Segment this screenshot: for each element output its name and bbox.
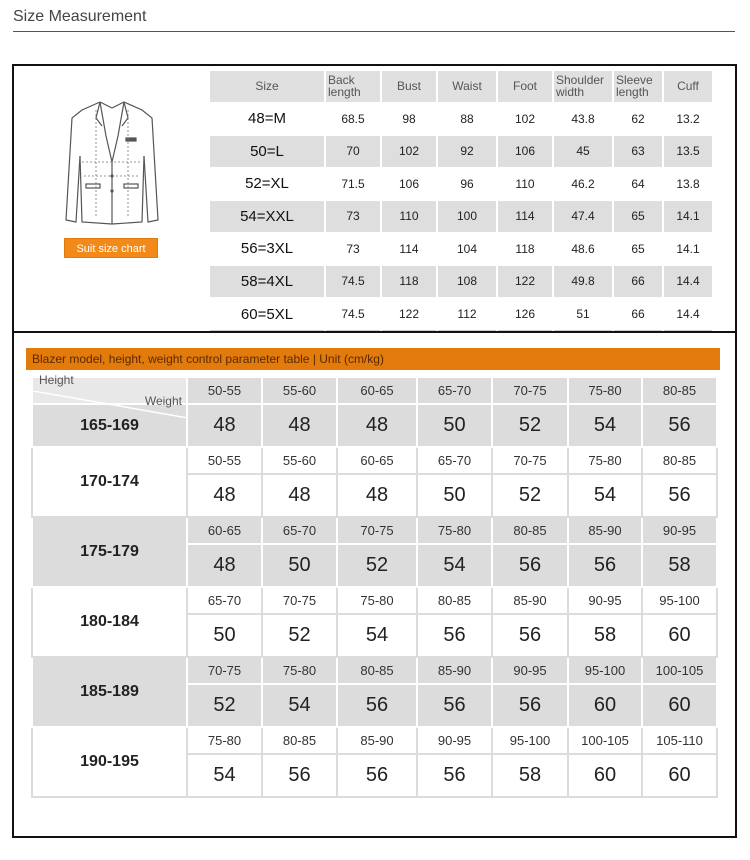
size-table-header: Foot (497, 70, 553, 103)
weight-cell: 85-90 (492, 587, 568, 614)
weight-row (32, 377, 717, 404)
measurement-cell: 92 (437, 135, 497, 168)
height-cell: 180-184 (32, 587, 187, 657)
recommended-size-cell: 56 (492, 684, 568, 727)
recommended-size-cell: 50 (417, 404, 492, 447)
weight-row (32, 657, 717, 684)
recommended-size-cell: 52 (187, 684, 262, 727)
measurement-cell: 106 (497, 135, 553, 168)
measurement-cell: 13.2 (663, 103, 713, 136)
measurement-cell: 66 (613, 298, 663, 331)
weight-cell: 85-90 (337, 727, 417, 754)
measurement-cell: 14.4 (663, 298, 713, 331)
recommended-size-cell: 48 (337, 404, 417, 447)
measurement-cell: 65 (613, 233, 663, 266)
weight-cell: 65-70 (417, 447, 492, 474)
size-cell: 52=XL (209, 168, 325, 201)
recommended-size-cell: 48 (262, 474, 337, 517)
recommended-size-cell: 60 (642, 614, 717, 657)
size-cell: 54=XXL (209, 200, 325, 233)
weight-cell: 65-70 (187, 587, 262, 614)
page-header (13, 8, 735, 32)
measurement-cell: 74.5 (325, 265, 381, 298)
weight-cell: 70-75 (262, 587, 337, 614)
measurement-cell: 43.8 (553, 103, 613, 136)
recommended-size-cell: 56 (417, 684, 492, 727)
measurement-cell: 64 (613, 168, 663, 201)
recommended-size-cell: 56 (492, 614, 568, 657)
size-table-row (209, 298, 713, 331)
recommended-size-cell: 54 (262, 684, 337, 727)
recommended-size-cell: 58 (642, 544, 717, 587)
size-table (208, 69, 714, 331)
weight-cell: 75-80 (262, 657, 337, 684)
recommended-size-cell: 60 (568, 684, 642, 727)
measurement-cell: 14.1 (663, 200, 713, 233)
recommended-size-cell: 52 (337, 544, 417, 587)
weight-cell: 85-90 (417, 657, 492, 684)
recommended-size-cell: 54 (568, 474, 642, 517)
weight-cell: 80-85 (642, 447, 717, 474)
measurement-cell: 71.5 (325, 168, 381, 201)
weight-cell: 80-85 (417, 587, 492, 614)
size-table-row (209, 265, 713, 298)
size-table-header: Shoulder width (553, 70, 613, 103)
recommended-size-cell: 60 (642, 684, 717, 727)
recommended-size-cell: 56 (262, 754, 337, 797)
corner-header (32, 372, 187, 408)
measurement-cell: 45 (553, 135, 613, 168)
weight-row (32, 587, 717, 614)
weight-cell: 100-105 (568, 727, 642, 754)
measurement-cell: 74.5 (325, 298, 381, 331)
weight-cell: 80-85 (642, 377, 717, 404)
recommended-size-cell: 48 (337, 474, 417, 517)
weight-cell: 70-75 (492, 447, 568, 474)
measurement-cell: 14.1 (663, 233, 713, 266)
recommended-size-cell: 50 (262, 544, 337, 587)
measurement-cell: 73 (325, 233, 381, 266)
measurement-cell: 98 (381, 103, 437, 136)
weight-cell: 105-110 (642, 727, 717, 754)
weight-cell: 90-95 (417, 727, 492, 754)
measurement-cell: 104 (437, 233, 497, 266)
recommended-size-cell: 54 (187, 754, 262, 797)
weight-cell: 65-70 (417, 377, 492, 404)
height-cell: 170-174 (32, 447, 187, 517)
recommended-size-cell: 52 (262, 614, 337, 657)
measurement-cell: 88 (437, 103, 497, 136)
weight-cell: 70-75 (337, 517, 417, 544)
measurement-cell: 122 (497, 265, 553, 298)
recommended-size-cell: 48 (187, 404, 262, 447)
measurement-cell: 14.4 (663, 265, 713, 298)
height-cell: 185-189 (32, 657, 187, 727)
recommended-size-cell: 56 (492, 544, 568, 587)
measurement-cell: 62 (613, 103, 663, 136)
recommended-size-cell: 58 (492, 754, 568, 797)
weight-cell: 75-80 (337, 587, 417, 614)
size-cell: 60=5XL (209, 298, 325, 331)
weight-cell: 50-55 (187, 377, 262, 404)
measurement-cell: 13.5 (663, 135, 713, 168)
param-table (31, 372, 718, 798)
recommended-size-cell: 48 (187, 474, 262, 517)
weight-cell: 55-60 (262, 447, 337, 474)
measurement-cell: 51 (553, 298, 613, 331)
size-cell: 48=M (209, 103, 325, 136)
corner-weight-label: Weight (144, 393, 182, 408)
weight-cell: 100-105 (642, 657, 717, 684)
weight-cell: 65-70 (262, 517, 337, 544)
weight-cell: 75-80 (568, 377, 642, 404)
page-title: Size Measurement (13, 8, 147, 25)
measurement-cell: 13.8 (663, 168, 713, 201)
size-table-row (209, 233, 713, 266)
weight-cell: 50-55 (187, 447, 262, 474)
param-section (12, 331, 737, 838)
weight-cell: 90-95 (642, 517, 717, 544)
weight-cell: 95-100 (492, 727, 568, 754)
size-table-header: Bust (381, 70, 437, 103)
jacket-illustration (62, 96, 162, 226)
measurement-cell: 102 (497, 103, 553, 136)
height-cell: 175-179 (32, 517, 187, 587)
measurement-cell: 47.4 (553, 200, 613, 233)
measurement-cell: 46.2 (553, 168, 613, 201)
measurement-cell: 108 (437, 265, 497, 298)
weight-cell: 95-100 (568, 657, 642, 684)
recommended-size-cell: 50 (187, 614, 262, 657)
recommended-size-cell: 56 (417, 614, 492, 657)
weight-cell: 85-90 (568, 517, 642, 544)
size-table-header: Waist (437, 70, 497, 103)
recommended-size-cell: 48 (262, 404, 337, 447)
measurement-cell: 110 (497, 168, 553, 201)
measurement-cell: 66 (613, 265, 663, 298)
size-cell: 58=4XL (209, 265, 325, 298)
size-table-row (209, 168, 713, 201)
weight-cell: 75-80 (568, 447, 642, 474)
measurement-cell: 114 (381, 233, 437, 266)
measurement-cell: 49.8 (553, 265, 613, 298)
recommended-size-cell: 56 (568, 544, 642, 587)
recommended-size-cell: 56 (642, 404, 717, 447)
weight-cell: 80-85 (337, 657, 417, 684)
measurement-cell: 102 (381, 135, 437, 168)
weight-cell: 75-80 (187, 727, 262, 754)
weight-cell: 70-75 (492, 377, 568, 404)
measurement-cell: 73 (325, 200, 381, 233)
measurement-cell: 68.5 (325, 103, 381, 136)
size-table-header-row (209, 70, 713, 103)
suit-size-chart-tag: Suit size chart (64, 238, 158, 258)
size-table-row (209, 135, 713, 168)
size-table-header: Back length (325, 70, 381, 103)
param-table-title: Blazer model, height, weight control parameter table | Unit (cm/kg) (26, 348, 720, 370)
weight-row (32, 727, 717, 754)
height-cell: 165-169 (32, 404, 187, 447)
corner-height-label: Height (39, 372, 74, 387)
measurement-cell: 48.6 (553, 233, 613, 266)
size-table-header: Sleeve length (613, 70, 663, 103)
recommended-size-cell: 56 (417, 754, 492, 797)
size-cell: 56=3XL (209, 233, 325, 266)
size-table-header: Cuff (663, 70, 713, 103)
size-cell: 50=L (209, 135, 325, 168)
measurement-cell: 65 (613, 200, 663, 233)
recommended-size-cell: 54 (337, 614, 417, 657)
measurement-cell: 100 (437, 200, 497, 233)
measurement-cell: 118 (497, 233, 553, 266)
weight-cell: 95-100 (642, 587, 717, 614)
recommended-size-cell: 56 (337, 684, 417, 727)
measurement-cell: 106 (381, 168, 437, 201)
recommended-size-cell: 54 (417, 544, 492, 587)
weight-cell: 75-80 (417, 517, 492, 544)
height-cell: 190-195 (32, 727, 187, 797)
weight-cell: 90-95 (568, 587, 642, 614)
measurement-cell: 63 (613, 135, 663, 168)
recommended-size-cell: 52 (492, 404, 568, 447)
size-table-header: Size (209, 70, 325, 103)
weight-cell: 55-60 (262, 377, 337, 404)
recommended-size-cell: 50 (417, 474, 492, 517)
recommended-size-cell: 56 (642, 474, 717, 517)
measurement-cell: 96 (437, 168, 497, 201)
measurement-cell: 70 (325, 135, 381, 168)
recommended-size-cell: 52 (492, 474, 568, 517)
measurement-cell: 112 (437, 298, 497, 331)
recommended-size-cell: 58 (568, 614, 642, 657)
weight-cell: 60-65 (337, 377, 417, 404)
recommended-size-cell: 48 (187, 544, 262, 587)
size-table-row (209, 103, 713, 136)
measurement-cell: 118 (381, 265, 437, 298)
weight-row (32, 447, 717, 474)
recommended-size-cell: 54 (568, 404, 642, 447)
measurement-cell: 114 (497, 200, 553, 233)
weight-cell: 90-95 (492, 657, 568, 684)
weight-row (32, 517, 717, 544)
suit-size-section (12, 64, 737, 331)
weight-cell: 60-65 (187, 517, 262, 544)
measurement-cell: 122 (381, 298, 437, 331)
recommended-size-cell: 60 (568, 754, 642, 797)
measurement-cell: 126 (497, 298, 553, 331)
weight-cell: 70-75 (187, 657, 262, 684)
recommended-size-cell: 60 (642, 754, 717, 797)
weight-cell: 80-85 (492, 517, 568, 544)
size-table-row (209, 200, 713, 233)
recommended-size-cell: 56 (337, 754, 417, 797)
weight-cell: 60-65 (337, 447, 417, 474)
weight-cell: 80-85 (262, 727, 337, 754)
measurement-cell: 110 (381, 200, 437, 233)
